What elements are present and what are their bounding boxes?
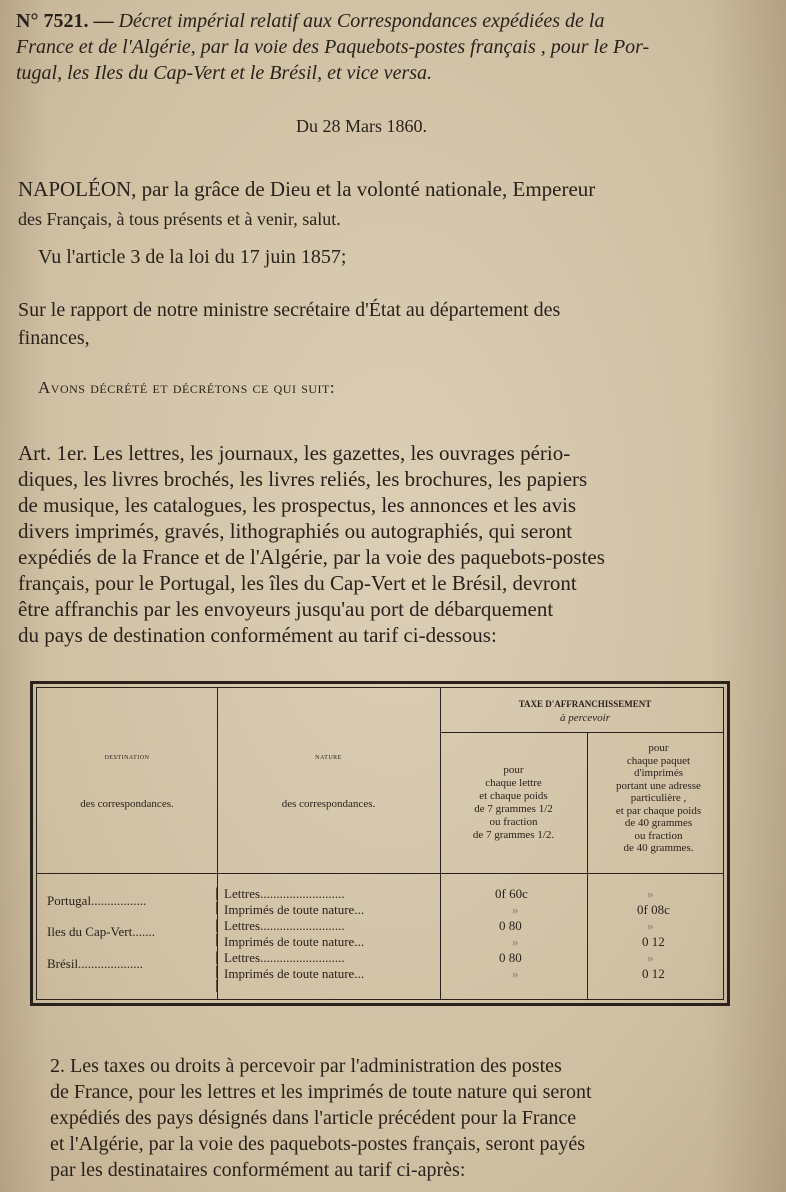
header-nature: nature	[315, 751, 342, 761]
row-letters: Lettres..........................	[224, 950, 345, 965]
blank-mark: »	[647, 918, 654, 933]
article-line: par les destinataires conformément au tarif ci-après:	[50, 1159, 466, 1181]
header-taxe: TAXE D'AFFRANCHISSEMENT	[518, 699, 652, 709]
row-prints: Imprimés de toute nature...	[224, 966, 365, 981]
row-letter-tax: 0 80	[499, 918, 522, 933]
article-line: diques, les livres brochés, les livres reliés, les brochures, les papiers	[18, 467, 588, 491]
row-print-tax: 0f 08c	[637, 902, 670, 917]
article-1	[18, 440, 605, 648]
row-destination: Iles du Cap-Vert.......	[47, 924, 155, 939]
blank-mark: »	[512, 966, 519, 981]
avons-clause: Avons décrété et décrétons ce qui suit:	[38, 378, 336, 397]
header-letter-tax: pour chaque lettre et chaque poids de 7 grammes 1/2 ou fraction de 7 grammes 1/2.	[472, 764, 555, 841]
article-line: expédiés des pays désignés dans l'article précédent pour la France	[50, 1107, 577, 1129]
article-line: de musique, les catalogues, les prospectus, les annonces et les avis	[18, 493, 577, 517]
article-line: et l'Algérie, par la voie des paquebots-postes français, seront payés	[50, 1133, 586, 1155]
tariff-table: destination des correspondances. nature des correspondances. TAXE D'AFFRANCHISSEMENT à percevoir pour chaque lettre et chaque poids de 7 grammes 1/2 ou fraction de 7 grammes 1/2. pour chaque paquet d'imprimés portant une adresse particulière , et par chaque poids de 40 grammes ou fraction de 40 grammes. Portugal................. | | Lettres.......................... Imprimés de toute nature... 0f 60c » » 0f 08c Iles du Cap-Vert....... | | Lettres.......................... Imprimés de toute nature... 0 80 » » 0 12 Brésil.................... | | | Lettres.......................... Imprimés de toute nature... 0 80 » » 0 12	[30, 681, 730, 1006]
decree-number: N° 7521. —	[16, 10, 114, 32]
article-2	[50, 1053, 592, 1183]
article-line: expédiés de la France et de l'Algérie, par la voie des paquebots-postes	[18, 545, 605, 569]
header-print-tax: pour chaque paquet d'imprimés portant une adresse particulière , et par chaque poids de 40 grammes ou fraction de 40 grammes.	[615, 742, 702, 854]
decree-heading: N° 7521. — Décret impérial relatif aux Correspondances expédiées de la France et de l'Algérie, par la voie des Paquebots-postes français , pour le Por- tugal, les Iles du Cap-Vert et le Brésil, et vice versa.	[16, 10, 650, 84]
rapport-clause: Sur le rapport de notre ministre secrétaire d'État au département des finances,	[18, 299, 561, 349]
row-prints: Imprimés de toute nature...	[224, 934, 365, 949]
header-destination: destination	[104, 751, 150, 761]
article-line: être affranchis par les envoyeurs jusqu'au port de débarquement	[18, 597, 554, 621]
article-line: Art. 1er. Les lettres, les journaux, les gazettes, les ouvrages pério-	[18, 441, 571, 465]
table-divider	[37, 873, 723, 874]
row-letters: Lettres..........................	[224, 918, 345, 933]
row-print-tax: 0 12	[642, 966, 665, 981]
row-destination: Brésil....................	[47, 956, 144, 971]
row-letter-tax: 0f 60c	[495, 886, 528, 901]
article-line: divers imprimés, gravés, lithographiés ou autographiés, qui seront	[18, 519, 573, 543]
preamble: NAPOLÉON, par la grâce de Dieu et la volonté nationale, Empereur des Français, à tous présents et à venir, salut.	[18, 177, 596, 229]
row-destination: Portugal.................	[47, 893, 147, 908]
vu-clause: Vu l'article 3 de la loi du 17 juin 1857;	[38, 246, 347, 268]
row-letters: Lettres..........................	[224, 886, 345, 901]
decree-date: Du 28 Mars 1860.	[296, 116, 427, 136]
table-divider	[440, 688, 441, 999]
article-line: 2. Les taxes ou droits à percevoir par l'administration des postes	[50, 1055, 562, 1077]
blank-mark: »	[512, 934, 519, 949]
row-letter-tax: 0 80	[499, 950, 522, 965]
blank-mark: »	[647, 950, 654, 965]
article-line: de France, pour les lettres et les imprimés de toute nature qui seront	[50, 1081, 592, 1103]
article-line: du pays de destination conformément au tarif ci-dessous:	[18, 623, 497, 647]
blank-mark: »	[647, 886, 654, 901]
row-print-tax: 0 12	[642, 934, 665, 949]
blank-mark: »	[512, 902, 519, 917]
article-line: français, pour le Portugal, les îles du Cap-Vert et le Brésil, devront	[18, 571, 577, 595]
row-prints: Imprimés de toute nature...	[224, 902, 365, 917]
table-divider	[440, 732, 723, 733]
